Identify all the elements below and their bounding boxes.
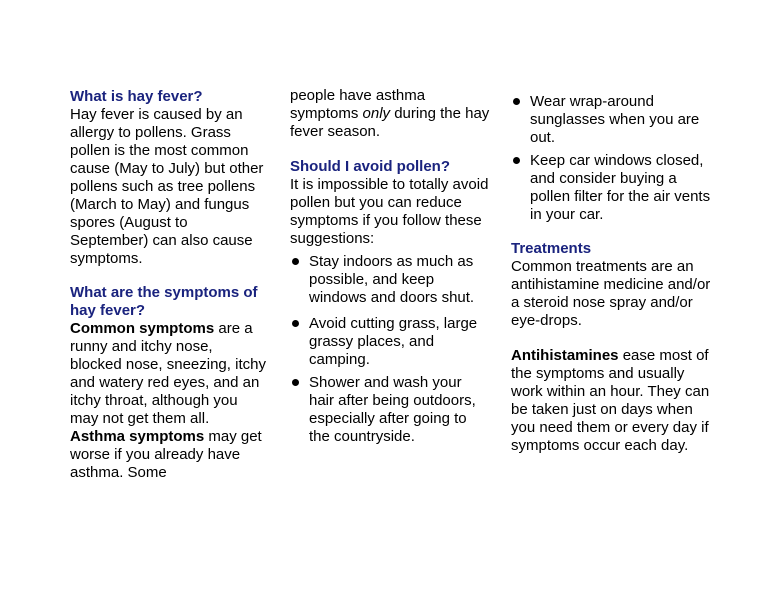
antihistamines-lead: Antihistamines xyxy=(511,347,619,364)
pollen-tips-list-continued xyxy=(511,93,711,224)
asthma-symptoms-text: may get worse if you already have asthma. Some xyxy=(70,428,262,481)
asthma-symptoms-lead: Asthma symptoms xyxy=(70,428,205,445)
paragraph-antihistamines xyxy=(511,347,711,455)
continued-text-italic: only xyxy=(362,105,391,122)
paragraph-treatments: Common treatments are an antihistamine medicine and/or a steroid nose spray and/or eye-drops. xyxy=(511,258,711,329)
paragraph-what-is-hay-fever: Hay fever is caused by an allergy to pollens. Grass pollen is the most common cause (May to July) but other pollens such as tree pollens (March to May) and fungus spores (August to September) can also cause symptoms. xyxy=(70,106,264,267)
section-avoid-pollen xyxy=(290,158,490,248)
continued-text-after: during the hay fever season. xyxy=(290,105,490,140)
heading-symptoms: What are the symptoms of hay fever? xyxy=(70,284,258,319)
paragraph-avoid-pollen: It is impossible to totally avoid pollen but you can reduce symptoms if you follow these suggestions: xyxy=(290,176,489,247)
antihistamines-text: ease most of the symptoms and usually work within an hour. They can be taken just on days when you need them or every day if symptoms occur each day. xyxy=(511,347,710,454)
heading-avoid-pollen: Should I avoid pollen? xyxy=(290,158,450,175)
continued-text-before: people have asthma symptoms xyxy=(290,87,426,122)
common-symptoms-lead: Common symptoms xyxy=(70,320,215,337)
section-treatments xyxy=(511,240,711,330)
common-symptoms-text: are a runny and itchy nose, blocked nose, sneezing, itchy and watery red eyes, and an itchy throat, although you may not get them all. xyxy=(70,320,266,427)
list-item: Wear wrap-around sunglasses when you are out. xyxy=(511,93,711,147)
list-item: Stay indoors as much as possible, and keep windows and doors shut. xyxy=(290,253,490,307)
list-item: Shower and wash your hair after being outdoors, especially after going to the countryside. xyxy=(290,374,490,446)
paragraph-continued-asthma xyxy=(290,87,490,141)
pollen-tips-list xyxy=(290,253,490,446)
paragraph-common-symptoms xyxy=(70,320,266,428)
heading-what-is-hay-fever: What is hay fever? xyxy=(70,88,203,105)
section-what-is-hay-fever xyxy=(70,88,266,268)
section-symptoms xyxy=(70,284,266,482)
heading-treatments: Treatments xyxy=(511,240,592,257)
list-item: Avoid cutting grass, large grassy places, and camping. xyxy=(290,315,490,369)
list-item: Keep car windows closed, and consider buying a pollen filter for the air vents in your car. xyxy=(511,152,711,224)
paragraph-asthma-symptoms xyxy=(70,428,266,482)
